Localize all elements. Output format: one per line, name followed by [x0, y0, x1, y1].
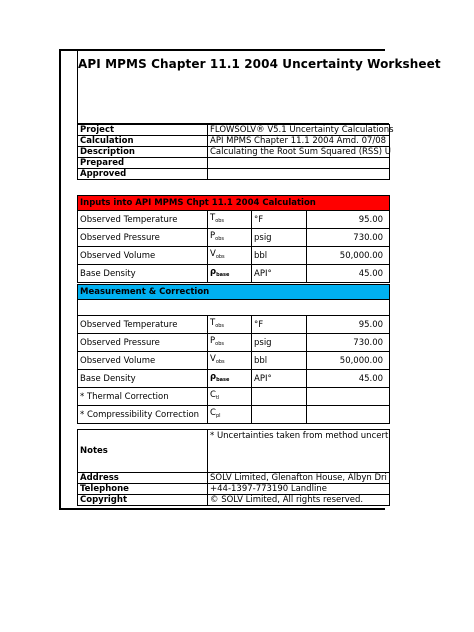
telephone-row	[78, 484, 390, 495]
copyright-row	[78, 495, 390, 506]
input-label: Observed Pressure	[78, 229, 208, 247]
measurement-symbol: $\rho_{base}$	[208, 370, 252, 388]
input-row	[78, 247, 390, 265]
info-row-approved	[78, 169, 390, 180]
input-unit: API°	[252, 265, 307, 283]
info-value[interactable]: FLOWSOLV® V5.1 Uncertainty Calculations	[208, 125, 390, 136]
input-label: Observed Temperature	[78, 211, 208, 229]
telephone-value[interactable]: +44-1397-773190 Landline	[208, 484, 390, 495]
measurement-symbol: $V_{obs}$	[208, 352, 252, 370]
input-value[interactable]: 50,000.00	[307, 247, 390, 265]
info-label: Prepared	[78, 158, 208, 169]
measurement-unit: psig	[252, 334, 307, 352]
measurement-symbol: $T_{obs}$	[208, 316, 252, 334]
measurement-table	[77, 284, 390, 424]
measurement-row	[78, 334, 390, 352]
info-value[interactable]	[208, 158, 390, 169]
measurement-unit	[252, 406, 307, 424]
info-value[interactable]: API MPMS Chapter 11.1 2004 Amd. 07/08	[208, 136, 390, 147]
measurement-value[interactable]: 95.00	[307, 316, 390, 334]
measurement-row	[78, 352, 390, 370]
input-row	[78, 211, 390, 229]
measurement-unit: API°	[252, 370, 307, 388]
inputs-header-row	[78, 196, 390, 211]
measurement-unit: °F	[252, 316, 307, 334]
footer-table	[77, 429, 390, 506]
measurement-row	[78, 388, 390, 406]
measurement-row	[78, 370, 390, 388]
input-symbol: $V_{obs}$	[208, 247, 252, 265]
input-unit: bbl	[252, 247, 307, 265]
measurement-value[interactable]: 730.00	[307, 334, 390, 352]
measurement-value[interactable]	[307, 388, 390, 406]
info-label: Approved	[78, 169, 208, 180]
info-row-calculation	[78, 136, 390, 147]
copyright-value[interactable]: © SOLV Limited, All rights reserved.	[208, 495, 390, 506]
notes-value[interactable]: * Uncertainties taken from method uncert	[208, 430, 390, 473]
measurement-section-header: Measurement & Correction	[78, 285, 390, 300]
info-row-project	[78, 125, 390, 136]
info-value[interactable]	[208, 169, 390, 180]
info-label: Calculation	[78, 136, 208, 147]
input-value[interactable]: 730.00	[307, 229, 390, 247]
measurement-label: Observed Volume	[78, 352, 208, 370]
info-value[interactable]: Calculating the Root Sum Squared (RSS) U	[208, 147, 390, 158]
notes-label: Notes	[78, 430, 208, 473]
info-label: Project	[78, 125, 208, 136]
measurement-row	[78, 316, 390, 334]
address-value[interactable]: SOLV Limited, Glenafton House, Albyn Dri	[208, 473, 390, 484]
measurement-label: * Thermal Correction	[78, 388, 208, 406]
measurement-symbol: $C_{pl}$	[208, 406, 252, 424]
info-row-description	[78, 147, 390, 158]
input-value[interactable]: 95.00	[307, 211, 390, 229]
worksheet	[59, 49, 441, 510]
measurement-row	[78, 406, 390, 424]
measurement-label: Observed Temperature	[78, 316, 208, 334]
input-value[interactable]: 45.00	[307, 265, 390, 283]
input-label: Base Density	[78, 265, 208, 283]
input-unit: °F	[252, 211, 307, 229]
notes-row	[78, 430, 390, 473]
inputs-section-header: Inputs into API MPMS Chpt 11.1 2004 Calculation	[78, 196, 390, 211]
input-symbol: $P_{obs}$	[208, 229, 252, 247]
info-row-prepared	[78, 158, 390, 169]
info-table	[77, 124, 394, 180]
spacer-cell	[78, 300, 390, 316]
measurement-label: Observed Pressure	[78, 334, 208, 352]
inputs-table	[77, 195, 390, 283]
measurement-value[interactable]: 50,000.00	[307, 352, 390, 370]
measurement-spacer-row	[78, 300, 390, 316]
measurement-unit: bbl	[252, 352, 307, 370]
measurement-symbol: $C_{tl}$	[208, 388, 252, 406]
info-label: Description	[78, 147, 208, 158]
input-row	[78, 265, 390, 283]
copyright-label: Copyright	[78, 495, 208, 506]
input-unit: psig	[252, 229, 307, 247]
input-symbol: $\rho_{base}$	[208, 265, 252, 283]
measurement-symbol: $P_{obs}$	[208, 334, 252, 352]
measurement-value[interactable]	[307, 406, 390, 424]
measurement-unit	[252, 388, 307, 406]
input-row	[78, 229, 390, 247]
address-row	[78, 473, 390, 484]
measurement-label: * Compressibility Correction	[78, 406, 208, 424]
input-symbol: $T_{obs}$	[208, 211, 252, 229]
measurement-header-row	[78, 285, 390, 300]
address-label: Address	[78, 473, 208, 484]
worksheet-title: API MPMS Chapter 11.1 2004 Uncertainty Worksheet	[78, 57, 441, 71]
telephone-label: Telephone	[78, 484, 208, 495]
measurement-label: Base Density	[78, 370, 208, 388]
input-label: Observed Volume	[78, 247, 208, 265]
measurement-value[interactable]: 45.00	[307, 370, 390, 388]
